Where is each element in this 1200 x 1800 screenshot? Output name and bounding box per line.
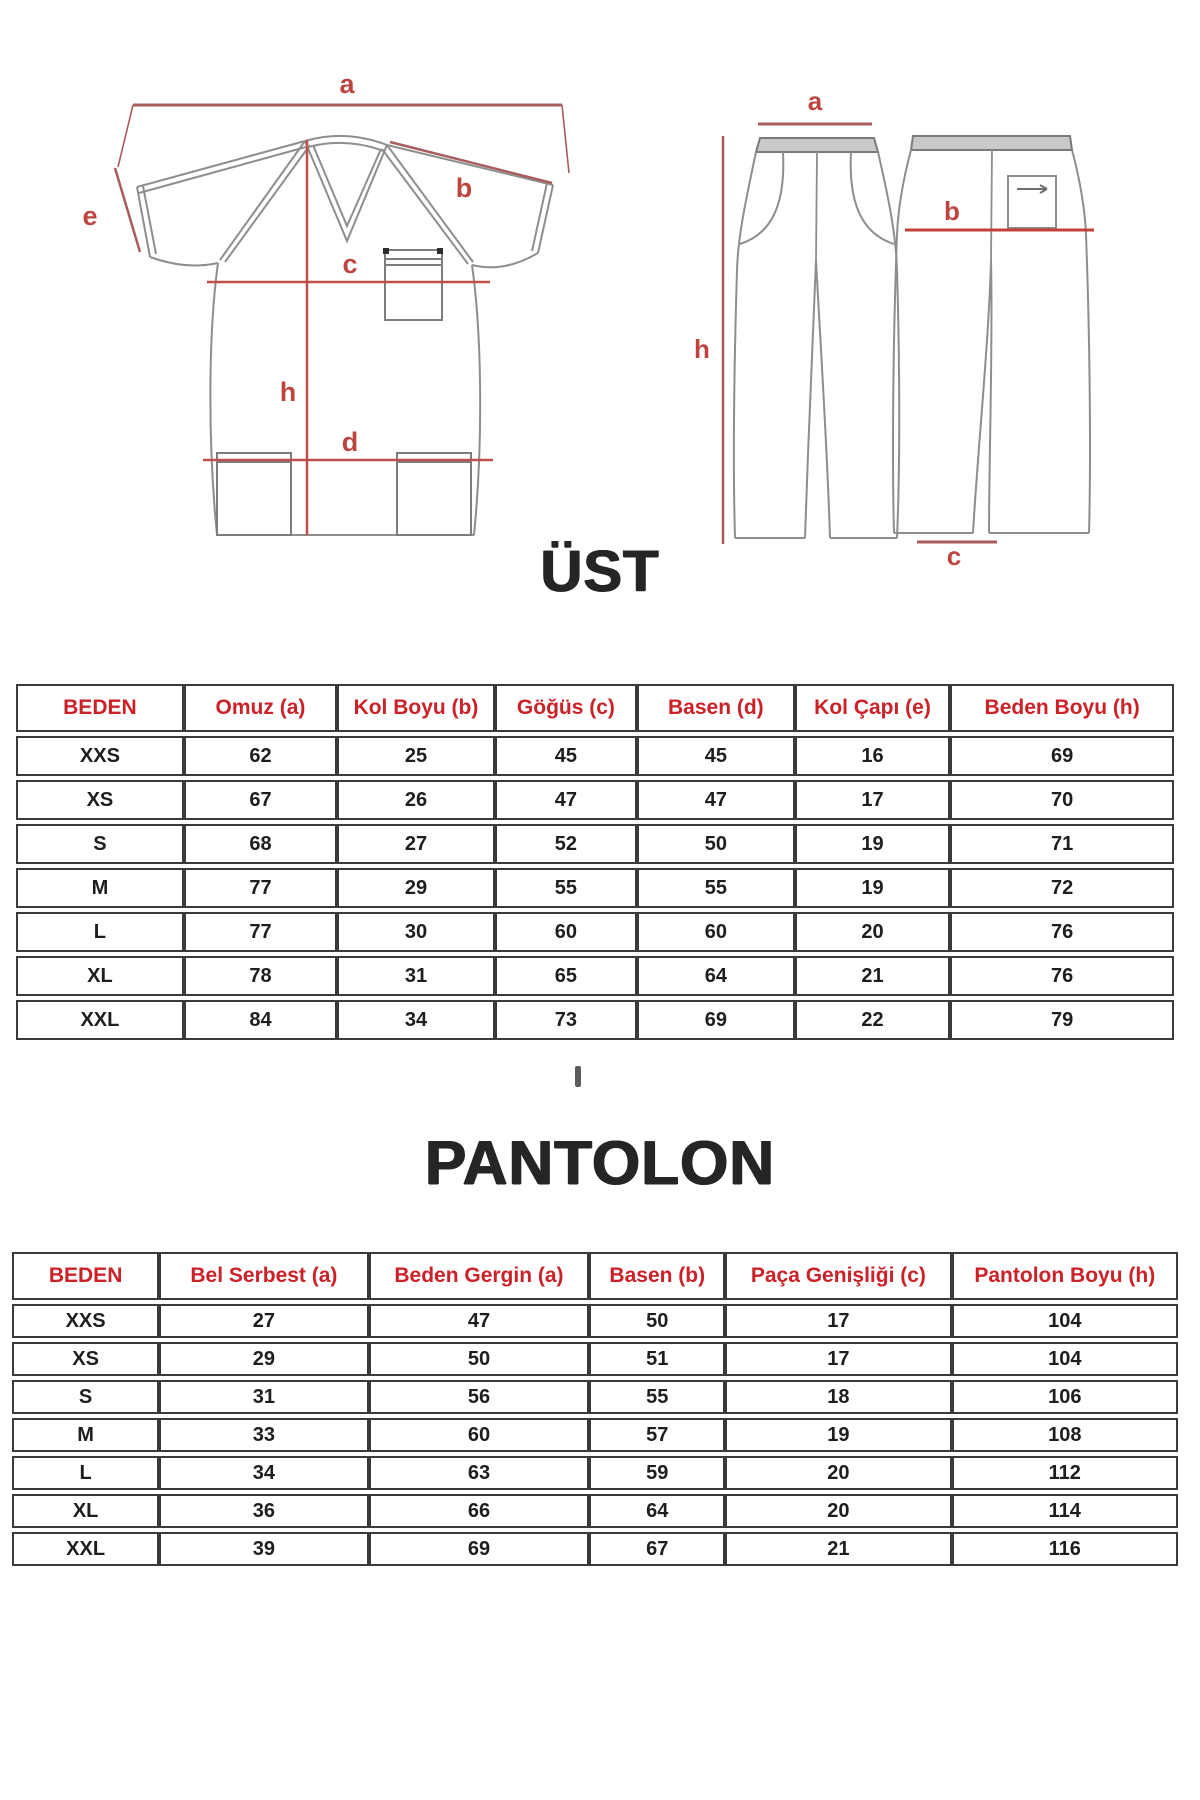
value-cell: 70: [950, 780, 1174, 820]
value-cell: 19: [795, 824, 951, 864]
value-cell: 77: [184, 868, 337, 908]
size-cell: XXL: [12, 1532, 159, 1566]
value-cell: 66: [369, 1494, 590, 1528]
value-cell: 71: [950, 824, 1174, 864]
value-cell: 108: [952, 1418, 1178, 1452]
value-cell: 78: [184, 956, 337, 996]
size-cell: S: [12, 1380, 159, 1414]
value-cell: 60: [369, 1418, 590, 1452]
top-label-d: d: [341, 427, 359, 457]
value-cell: 56: [369, 1380, 590, 1414]
table-row: [12, 1304, 1178, 1338]
top-label-c: c: [342, 249, 358, 279]
column-header: Paça Genişliği (c): [725, 1252, 951, 1300]
value-cell: 114: [952, 1494, 1178, 1528]
size-cell: L: [12, 1456, 159, 1490]
column-header: BEDEN: [12, 1252, 159, 1300]
value-cell: 26: [337, 780, 495, 820]
value-cell: 64: [589, 1494, 725, 1528]
measurement-lines-top: [115, 105, 569, 535]
top-label-a: a: [339, 69, 355, 99]
size-cell: XXS: [16, 736, 184, 776]
value-cell: 57: [589, 1418, 725, 1452]
value-cell: 72: [950, 868, 1174, 908]
pants-diagram: [600, 60, 1100, 570]
separator-mark: [575, 1066, 581, 1087]
pants-front-view: [734, 138, 899, 538]
value-cell: 84: [184, 1000, 337, 1040]
value-cell: 36: [159, 1494, 368, 1528]
value-cell: 47: [369, 1304, 590, 1338]
size-cell: XXS: [12, 1304, 159, 1338]
size-cell: L: [16, 912, 184, 952]
value-cell: 21: [795, 956, 951, 996]
value-cell: 50: [369, 1342, 590, 1376]
table-row: [12, 1532, 1178, 1566]
size-cell: M: [12, 1418, 159, 1452]
value-cell: 55: [589, 1380, 725, 1414]
table-row: [12, 1342, 1178, 1376]
pants-label-b: b: [944, 196, 960, 226]
value-cell: 20: [725, 1494, 951, 1528]
value-cell: 104: [952, 1304, 1178, 1338]
value-cell: 65: [495, 956, 637, 996]
value-cell: 112: [952, 1456, 1178, 1490]
value-cell: 69: [637, 1000, 795, 1040]
value-cell: 50: [637, 824, 795, 864]
value-cell: 22: [795, 1000, 951, 1040]
table-row: [12, 1456, 1178, 1490]
pants-label-h: h: [694, 334, 710, 364]
value-cell: 67: [589, 1532, 725, 1566]
table-row: [16, 1000, 1174, 1040]
value-cell: 68: [184, 824, 337, 864]
value-cell: 19: [795, 868, 951, 908]
column-header: Kol Boyu (b): [337, 684, 495, 732]
column-header: Basen (d): [637, 684, 795, 732]
value-cell: 52: [495, 824, 637, 864]
column-header: Kol Çapı (e): [795, 684, 951, 732]
value-cell: 69: [950, 736, 1174, 776]
pantolon-header-row: [12, 1252, 1178, 1300]
column-header: Omuz (a): [184, 684, 337, 732]
column-header: Beden Boyu (h): [950, 684, 1174, 732]
value-cell: 19: [725, 1418, 951, 1452]
value-cell: 45: [637, 736, 795, 776]
size-cell: XXL: [16, 1000, 184, 1040]
size-cell: M: [16, 868, 184, 908]
table-row: [16, 956, 1174, 996]
top-label-e: e: [82, 201, 98, 231]
value-cell: 16: [795, 736, 951, 776]
value-cell: 47: [637, 780, 795, 820]
value-cell: 29: [159, 1342, 368, 1376]
section-title-ust: ÜST: [540, 539, 660, 604]
table-row: [16, 868, 1174, 908]
table-row: [16, 736, 1174, 776]
column-header: Pantolon Boyu (h): [952, 1252, 1178, 1300]
column-header: Göğüs (c): [495, 684, 637, 732]
table-row: [12, 1418, 1178, 1452]
table-row: [16, 780, 1174, 820]
size-cell: XS: [16, 780, 184, 820]
size-cell: S: [16, 824, 184, 864]
value-cell: 55: [637, 868, 795, 908]
value-cell: 31: [159, 1380, 368, 1414]
size-cell: XS: [12, 1342, 159, 1376]
bottom-pockets: [217, 453, 471, 535]
value-cell: 69: [369, 1532, 590, 1566]
back-pocket: [1008, 176, 1056, 228]
value-cell: 20: [725, 1456, 951, 1490]
pocket-corner-dot: [437, 248, 443, 254]
value-cell: 20: [795, 912, 951, 952]
size-cell: XL: [16, 956, 184, 996]
value-cell: 50: [589, 1304, 725, 1338]
column-header: Basen (b): [589, 1252, 725, 1300]
value-cell: 64: [637, 956, 795, 996]
pantolon-size-table: [12, 1248, 1178, 1570]
value-cell: 116: [952, 1532, 1178, 1566]
value-cell: 39: [159, 1532, 368, 1566]
value-cell: 27: [337, 824, 495, 864]
pocket-corner-dot: [383, 248, 389, 254]
measurement-lines-pants: [723, 124, 1094, 544]
column-header: BEDEN: [16, 684, 184, 732]
value-cell: 79: [950, 1000, 1174, 1040]
value-cell: 45: [495, 736, 637, 776]
value-cell: 34: [159, 1456, 368, 1490]
value-cell: 77: [184, 912, 337, 952]
size-cell: XL: [12, 1494, 159, 1528]
pants-back-view: [893, 136, 1090, 533]
value-cell: 59: [589, 1456, 725, 1490]
value-cell: 21: [725, 1532, 951, 1566]
value-cell: 73: [495, 1000, 637, 1040]
value-cell: 55: [495, 868, 637, 908]
table-row: [16, 824, 1174, 864]
value-cell: 67: [184, 780, 337, 820]
pants-label-a: a: [807, 86, 823, 116]
section-title-pantolon: PANTOLON: [424, 1129, 776, 1198]
table-row: [16, 912, 1174, 952]
ust-header-row: [16, 684, 1174, 732]
value-cell: 106: [952, 1380, 1178, 1414]
value-cell: 29: [337, 868, 495, 908]
pants-label-c: c: [946, 541, 962, 570]
value-cell: 104: [952, 1342, 1178, 1376]
value-cell: 17: [795, 780, 951, 820]
value-cell: 63: [369, 1456, 590, 1490]
top-label-h: h: [279, 377, 297, 407]
scrub-top-outline: [137, 136, 553, 535]
value-cell: 62: [184, 736, 337, 776]
column-header: Beden Gergin (a): [369, 1252, 590, 1300]
value-cell: 27: [159, 1304, 368, 1338]
value-cell: 30: [337, 912, 495, 952]
back-pocket-arrow-icon: [1017, 185, 1047, 193]
value-cell: 60: [495, 912, 637, 952]
top-label-b: b: [455, 173, 473, 203]
column-header: Bel Serbest (a): [159, 1252, 368, 1300]
scrub-top-diagram: [60, 45, 580, 550]
ust-size-table: [16, 680, 1174, 1044]
table-row: [12, 1380, 1178, 1414]
value-cell: 18: [725, 1380, 951, 1414]
value-cell: 25: [337, 736, 495, 776]
value-cell: 33: [159, 1418, 368, 1452]
value-cell: 76: [950, 956, 1174, 996]
chest-pocket: [385, 250, 442, 320]
value-cell: 60: [637, 912, 795, 952]
value-cell: 51: [589, 1342, 725, 1376]
value-cell: 31: [337, 956, 495, 996]
table-row: [12, 1494, 1178, 1528]
value-cell: 17: [725, 1342, 951, 1376]
value-cell: 76: [950, 912, 1174, 952]
value-cell: 34: [337, 1000, 495, 1040]
value-cell: 47: [495, 780, 637, 820]
value-cell: 17: [725, 1304, 951, 1338]
